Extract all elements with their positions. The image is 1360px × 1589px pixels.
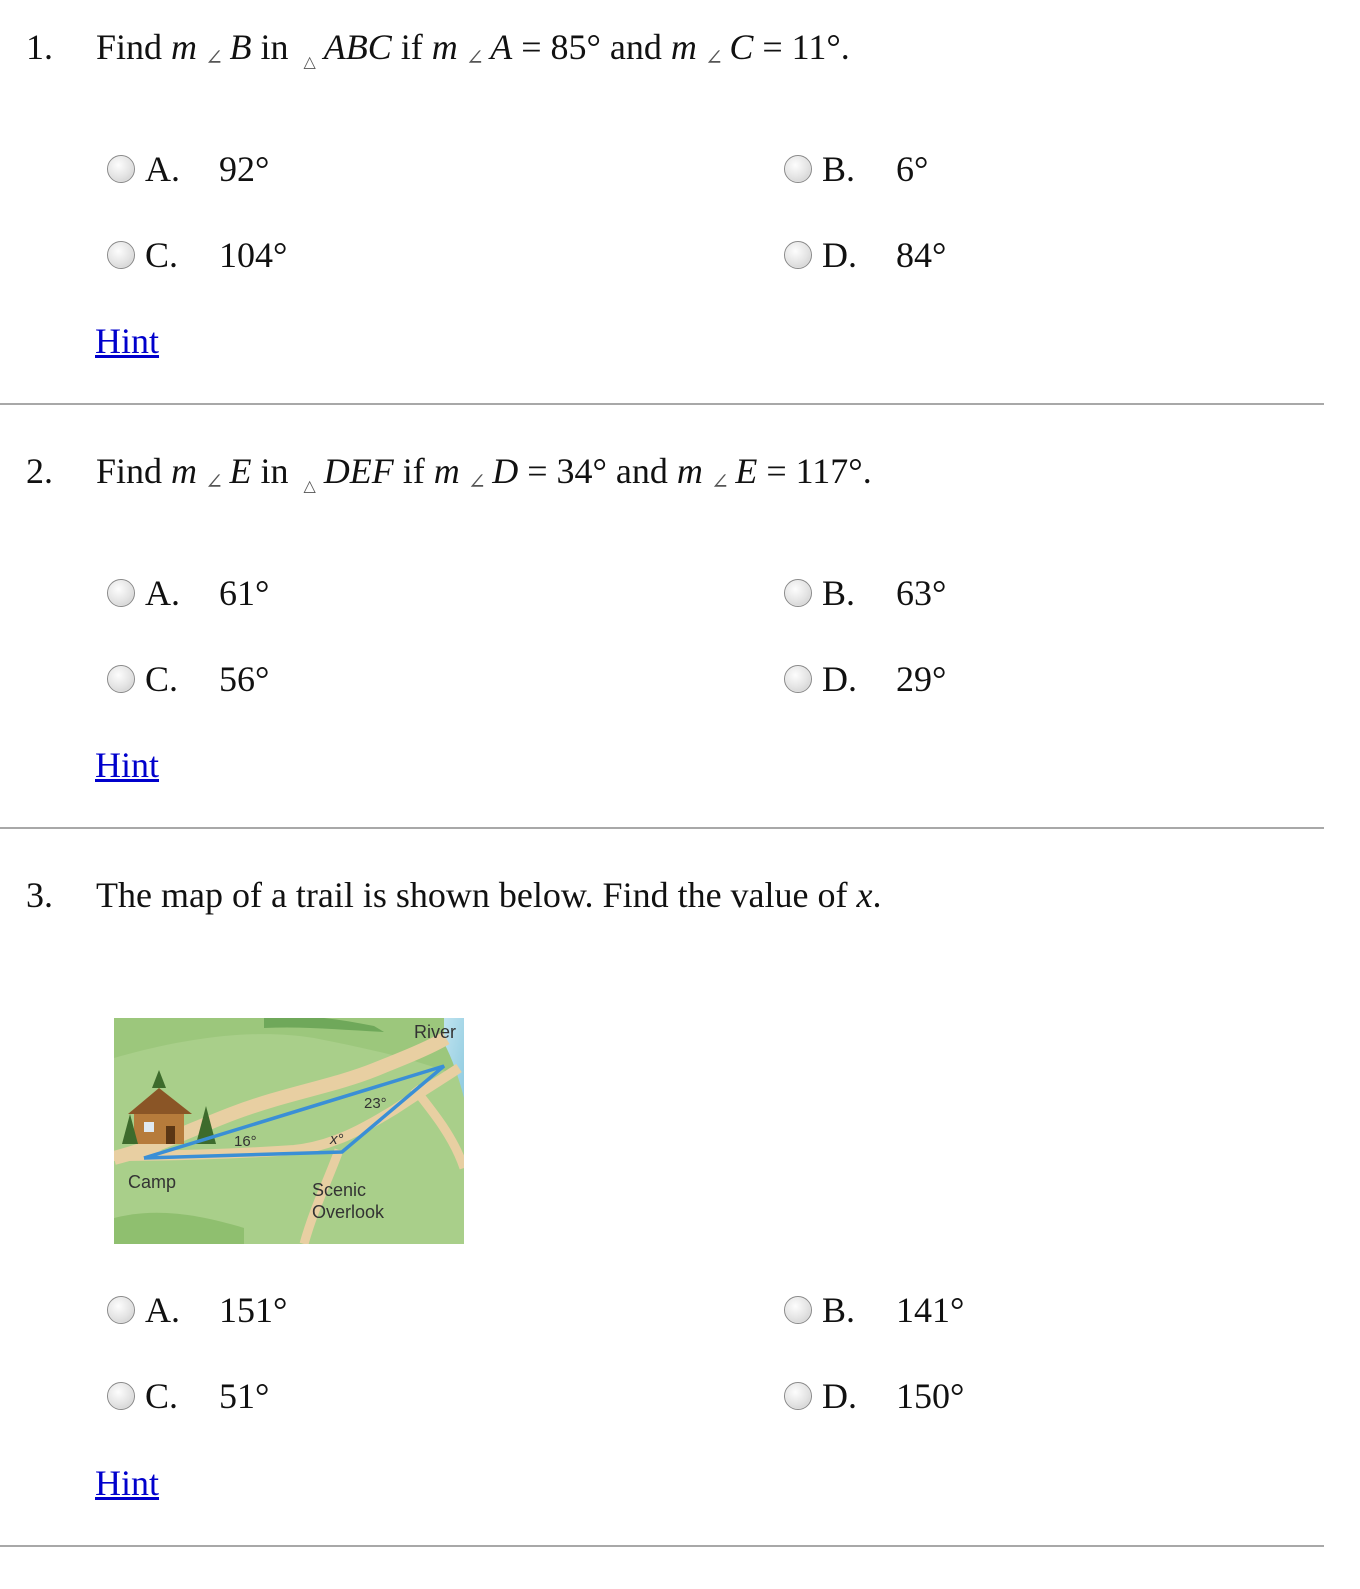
divider (0, 827, 1324, 829)
question-3-number: 3. (26, 875, 53, 915)
q3-option-d[interactable]: D. 150° (784, 1375, 964, 1417)
radio-button[interactable] (107, 1382, 135, 1410)
radio-button[interactable] (784, 1296, 812, 1324)
question-1-text: Find m ∠ B in $_\triangle$ ABC if m ∠ A = 85° and m ∠ C = 11°. (96, 27, 850, 71)
radio-button[interactable] (784, 155, 812, 183)
angle-icon: ∠ (710, 469, 730, 494)
camp-label: Camp (128, 1172, 177, 1192)
radio-button[interactable] (784, 579, 812, 607)
radio-button[interactable] (107, 665, 135, 693)
radio-button[interactable] (107, 1296, 135, 1324)
question-2-text: Find m ∠ E in $_\triangle$ DEF if m ∠ D = 34° and m ∠ E = 117°. (96, 451, 872, 495)
angle-16-label: 16° (234, 1133, 257, 1150)
angle-icon: ∠ (467, 469, 487, 494)
divider (0, 1545, 1324, 1547)
q3-option-c[interactable]: C. 51° (107, 1375, 269, 1417)
divider (0, 403, 1324, 405)
angle-icon: ∠ (205, 469, 224, 494)
radio-button[interactable] (784, 665, 812, 693)
q2-option-c[interactable]: C. 56° (107, 658, 269, 700)
q2-option-a[interactable]: A. 61° (107, 572, 269, 614)
q2-option-d[interactable]: D. 29° (784, 658, 946, 700)
scenic-label: Scenic (312, 1180, 367, 1200)
q3-option-b[interactable]: B. 141° (784, 1289, 964, 1331)
overlook-label: Overlook (312, 1202, 385, 1222)
q1-option-c[interactable]: C. 104° (107, 234, 287, 276)
q1-option-d[interactable]: D. 84° (784, 234, 946, 276)
radio-button[interactable] (784, 241, 812, 269)
triangle-icon: △ (303, 478, 316, 495)
q1-hint-link[interactable]: Hint (95, 321, 160, 361)
angle-icon: ∠ (205, 45, 224, 70)
q3-hint-link[interactable]: Hint (95, 1463, 160, 1503)
q1-option-a[interactable]: A. 92° (107, 148, 269, 190)
triangle-icon: △ (303, 54, 316, 71)
trail-map-image (114, 1018, 464, 1244)
angle-x-label: x° (330, 1131, 344, 1148)
radio-button[interactable] (784, 1382, 812, 1410)
angle-23-label: 23° (364, 1095, 387, 1112)
question-2-number: 2. (26, 451, 53, 491)
angle-icon: ∠ (704, 45, 724, 70)
river-label: River (414, 1022, 457, 1042)
q1-option-b[interactable]: B. 6° (784, 148, 928, 190)
radio-button[interactable] (107, 155, 135, 183)
q3-option-a[interactable]: A. 151° (107, 1289, 287, 1331)
radio-button[interactable] (107, 579, 135, 607)
radio-button[interactable] (107, 241, 135, 269)
angle-icon: ∠ (465, 45, 485, 70)
question-3-text: The map of a trail is shown below. Find the value of x. (96, 875, 882, 915)
q2-option-b[interactable]: B. 63° (784, 572, 946, 614)
question-1-number: 1. (26, 27, 53, 67)
q2-hint-link[interactable]: Hint (95, 745, 160, 785)
